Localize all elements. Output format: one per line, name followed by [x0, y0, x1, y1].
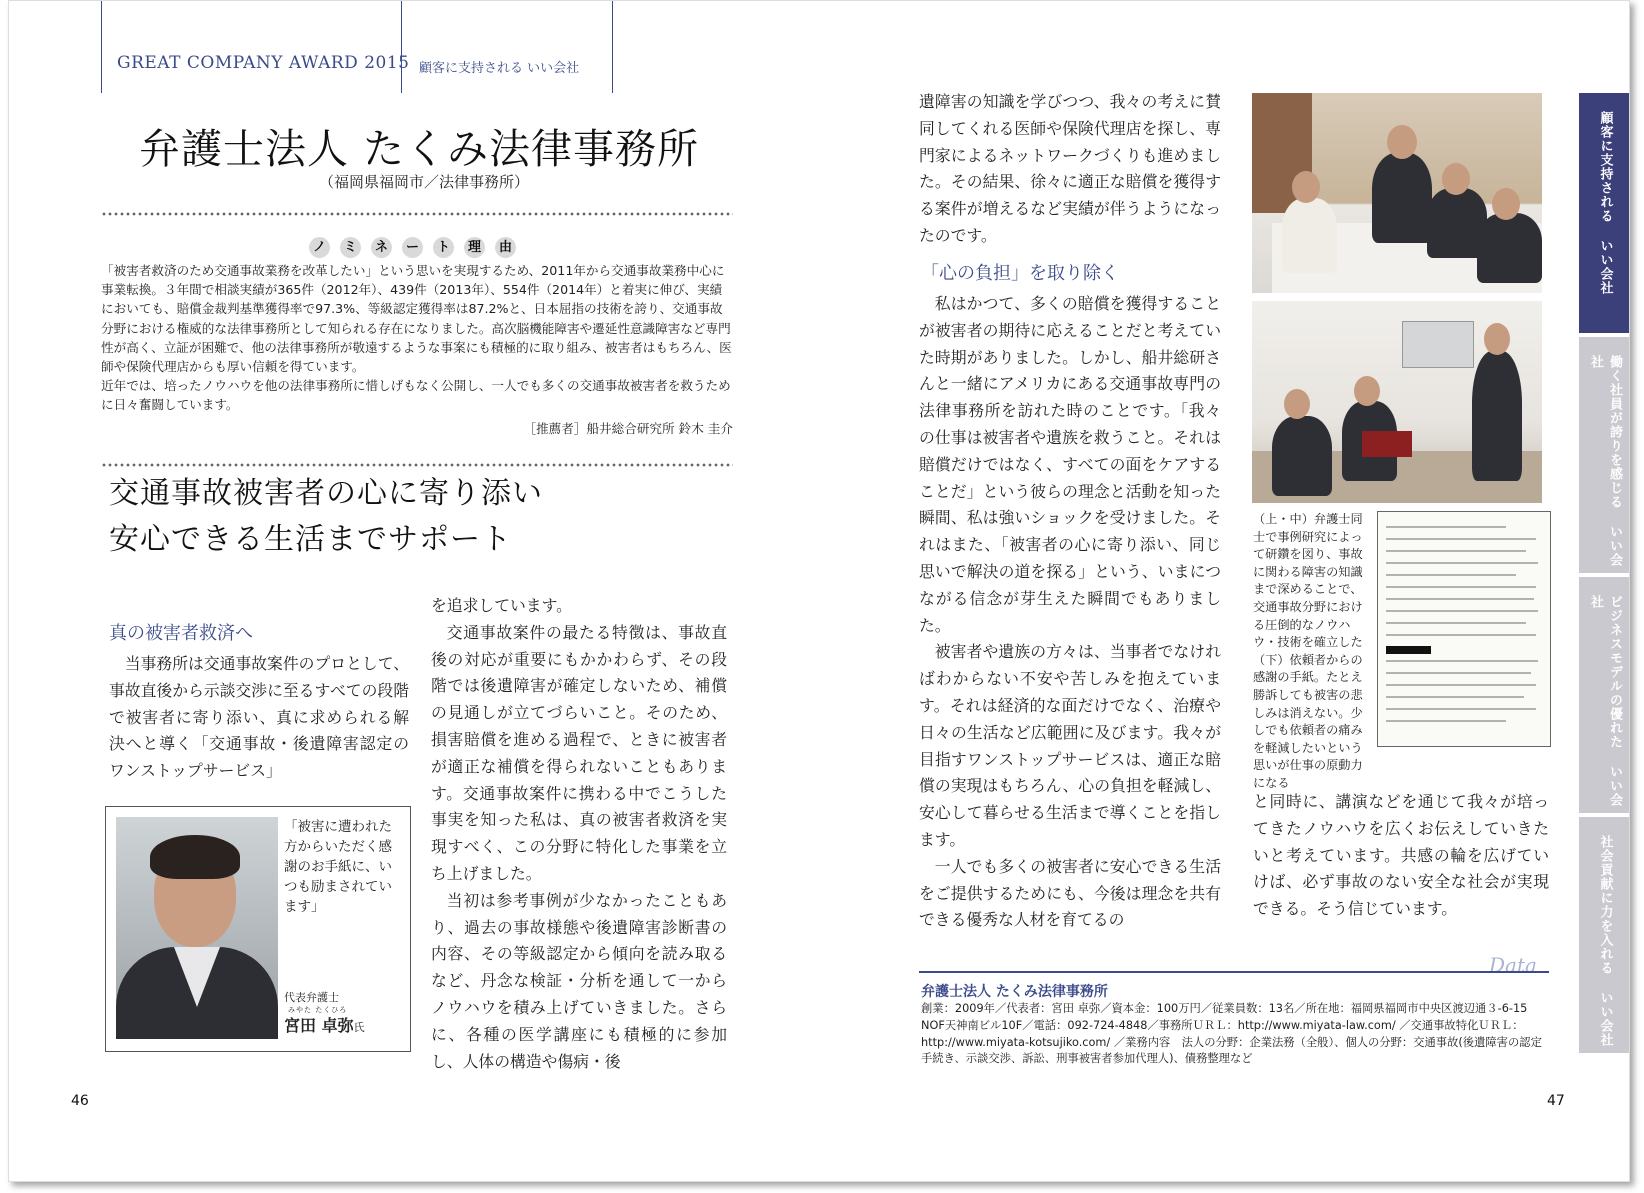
person	[1477, 213, 1542, 283]
section-heading: 「心の負担」を取り除く	[921, 263, 1119, 284]
column-1	[109, 651, 409, 785]
dotted-divider	[101, 461, 733, 469]
person	[1472, 351, 1522, 481]
person	[1282, 198, 1337, 273]
tab-business-model[interactable]	[1579, 577, 1630, 813]
page-title: 弁護士法人 たくみ法律事務所	[139, 125, 700, 173]
person	[1272, 416, 1332, 496]
person-head	[1354, 376, 1380, 406]
header-frame	[101, 1, 613, 93]
portrait-photo	[116, 817, 278, 1039]
person	[1372, 153, 1432, 243]
nomination-char: ー	[402, 237, 423, 258]
person-head	[1284, 389, 1310, 419]
tab-label: 顧客に支持される いい会社	[1597, 111, 1613, 295]
magazine-spread	[8, 0, 1630, 1182]
body-paragraph: と同時に、講演などを通じて我々が培ってきたノウハウを広くお伝えしていきたいと考えています。共感の輪を広げていけば、必ず事故のない安全な社会が実現できる。そう信じています。	[1253, 792, 1549, 919]
nomination-char: ミ	[340, 237, 361, 258]
letter-line	[1386, 550, 1526, 552]
headline-line: 交通事故被害者の心に寄り添い	[109, 476, 543, 511]
data-text: 創業：2009年／代表者：宮田 卓弥／資本金：100万円／従業員数：13名／所在地：福岡県福岡市中央区渡辺通３-6-15 NOF天神南ビル10F／電話：092-724-4848／事務所ＵＲＬ：http://www.miyata-law.com/ ／交通事故特化ＵＲＬ：http://www.miyata-kotsujiko.com/ ／業務内容 法人の分野：企業法務（全般）、個人の分野：交通事故(後遺障害の認定手続き、示談交渉、訴訟、刑事被害者参加代理人)、債務整理など	[921, 1002, 1542, 1066]
handwritten-letter	[1377, 511, 1551, 747]
column-3-top	[919, 89, 1221, 250]
redacted-bar	[1386, 646, 1431, 654]
body-paragraph: 一人でも多くの被害者に安心できる生活をご提供するためにも、今後は理念を共有できる優秀な人材を育てるの	[919, 856, 1221, 930]
profile-name	[284, 1013, 365, 1036]
letter-line	[1386, 672, 1531, 674]
letter-line	[1386, 574, 1516, 576]
profile-quote: 「被害に遭われた方からいただく感謝のお手紙に、いつも励まされています」	[284, 819, 392, 915]
tab-label: 働く社員が誇りを感じる いい会社	[1588, 355, 1622, 567]
tab-label: 社会貢献に力を入れる いい会社	[1597, 835, 1613, 1047]
tab-customer-support[interactable]	[1579, 93, 1630, 333]
person-head	[1484, 323, 1510, 355]
data-company-name: 弁護士法人 たくみ法律事務所	[921, 984, 1108, 1000]
nomination-char: 由	[495, 237, 516, 258]
letter-line	[1386, 598, 1534, 600]
profile-name-text: 宮田 卓弥	[284, 1016, 354, 1035]
letter-line	[1386, 526, 1506, 528]
column-2	[431, 593, 727, 1075]
nomination-text	[101, 261, 733, 438]
nomination-char: 理	[464, 237, 485, 258]
meeting-photo	[1252, 93, 1542, 293]
letter-line	[1386, 610, 1538, 612]
headline	[109, 471, 543, 563]
letter-line	[1386, 562, 1538, 564]
column-4	[1253, 789, 1549, 923]
award-title: GREAT COMPANY AWARD 2015	[117, 53, 410, 73]
letter-line	[1386, 622, 1526, 624]
page-number-right: 47	[1547, 1093, 1565, 1109]
body-paragraph: を追求しています。	[431, 596, 572, 615]
letter-line	[1386, 538, 1536, 540]
xray-photo	[1252, 301, 1542, 503]
data-watermark: Data	[1489, 953, 1537, 977]
letter-line	[1386, 660, 1538, 662]
body-paragraph: 当初は参考事例が少なかったこともあり、過去の事故様態や後遺障害診断書の内容、その等級認定から傾向を読み取るなど、丹念な検証・分析を通して一からノウハウを積み上げていきました。さらに、各種の医学講座にも積極的に参加し、人体の構造や傷病・後	[431, 890, 727, 1071]
tab-employee-pride[interactable]	[1579, 337, 1630, 573]
headline-line: 安心できる生活までサポート	[109, 522, 512, 557]
portrait-hair	[150, 835, 240, 879]
body-paragraph: 私はかつて、多くの賠償を獲得することが被害者の期待に応えることだと考えていた時期がありました。しかし、船井総研さんと一緒にアメリカにある交通事故専門の法律事務所を訪れた時のことです。「我々の仕事は被害者や遺族を救うこと。それは賠償だけではなく、すべての面をケアすることだ」という彼らの理念と活動を知った瞬間、私は強いショックを受けました。それはまた、「被害者の心に寄り添い、同じ思いで解決の道を探る」という、いまにつながる信念が芽生えた瞬間でもありました。	[919, 294, 1221, 635]
body-paragraph: 被害者や遺族の方々は、当事者でなければわからない不安や苦しみを抱えています。それは経済的な面だけでなく、治療や日々の生活など広範囲に及びます。我々が目指すワンストップサービスは、適正な賠償の実現はもちろん、心の負担を軽減し、安心して暮らせる生活まで導くことを指します。	[919, 642, 1221, 849]
nomination-label	[309, 237, 516, 258]
person-head	[1492, 188, 1520, 220]
nomination-char: ネ	[371, 237, 392, 258]
body-paragraph: 交通事故案件の最たる特徴は、事故直後の対応が重要にもかかわらず、その段階では後遺障害が確定しないため、補償の見通しが立てづらいこと。そのため、損害賠償を進める過程で、ときに被害者が適正な補償を得られないこともあります。交通事故案件に携わる中でこうした事実を知った私は、真の被害者救済を実現すべく、この分野に特化した事業を立ち上げました。	[431, 622, 727, 883]
profile-role: 代表弁護士	[284, 991, 339, 1004]
nomination-paragraph: 「被害者救済のため交通事故業務を改革したい」という思いを実現するため、2011年から交通事故業務中心に事業転換。３年間で相談実績が365件（2012年）、439件（2013年）、554件（2014年）と着実に伸び、実績においても、賠償金裁判基準獲得率で97.3%、等級認定獲得率は87.2%と、日本屈指の技術を誇り、交通事故分野における権威的な法律事務所として知られる存在になりました。高次脳機能障害や遷延性意識障害など専門性が高く、立証が困難で、他の法律事務所が敬遠するような事案にも積極的に取り組み、被害者はもちろん、医師や保険代理店からも厚い信頼を得ています。	[101, 263, 732, 375]
letter-line	[1386, 684, 1536, 686]
person-head	[1442, 163, 1470, 195]
letter-line	[1386, 696, 1524, 698]
data-rule	[919, 971, 1549, 973]
letter-line	[1386, 708, 1536, 710]
letter-line	[1386, 586, 1536, 588]
page-subtitle: （福岡県福岡市／法律事務所）	[319, 173, 530, 191]
dotted-divider	[101, 210, 733, 218]
nomination-char: ノ	[309, 237, 330, 258]
photo-caption: （上・中）弁護士同士で事例研究によって研鑽を図り、事故に関わる障害の知識まで深めることで、交通事故分野における圧倒的なノウハウ・技術を確立した（下）依頼者からの感謝の手紙。たとえ勝訴しても被害の悲しみは消えない。少しでも依頼者の痛みを軽減したいという思いが仕事の原動力になる	[1253, 512, 1363, 790]
profile-box	[105, 806, 411, 1052]
laptop	[1362, 431, 1412, 457]
xray-film	[1402, 321, 1474, 368]
award-category: 顧客に支持される いい会社	[419, 61, 580, 76]
person-head	[1292, 171, 1320, 203]
nomination-paragraph: 近年では、培ったノウハウを他の法律事務所に惜しげもなく公開し、一人でも多くの交通事故被害者を救うために日々奮闘しています。	[101, 378, 731, 413]
section-heading: 真の被害者救済へ	[109, 623, 253, 644]
header-divider	[401, 1, 402, 93]
letter-line	[1386, 720, 1506, 722]
recommender: ［推薦者］船井総合研究所 鈴木 圭介	[523, 420, 733, 436]
column-3	[919, 291, 1221, 934]
body-paragraph: 遺障害の知識を学びつつ、我々の考えに賛同してくれる医師や保険代理店を探し、専門家によるネットワークづくりも進めました。その結果、徐々に適正な賠償を獲得する案件が増えるなど実績が伴うようになったのです。	[919, 92, 1221, 245]
profile-ruby: みやた たくひろ	[288, 1006, 348, 1014]
body-paragraph: 当事務所は交通事故案件のプロとして、事故直後から示談交渉に至るすべての段階で被害者に寄り添い、真に求められる解決へと導く「交通事故・後遺障害認定のワンストップサービス」	[109, 654, 409, 781]
letter-line	[1386, 634, 1536, 636]
person-head	[1387, 125, 1417, 159]
nomination-char: ト	[433, 237, 454, 258]
tab-label: ビジネスモデルの優れた いい会社	[1588, 595, 1622, 807]
profile-honorific: 氏	[353, 1021, 365, 1034]
page-number-left: 46	[71, 1093, 89, 1109]
tab-social-contribution[interactable]	[1579, 817, 1630, 1053]
